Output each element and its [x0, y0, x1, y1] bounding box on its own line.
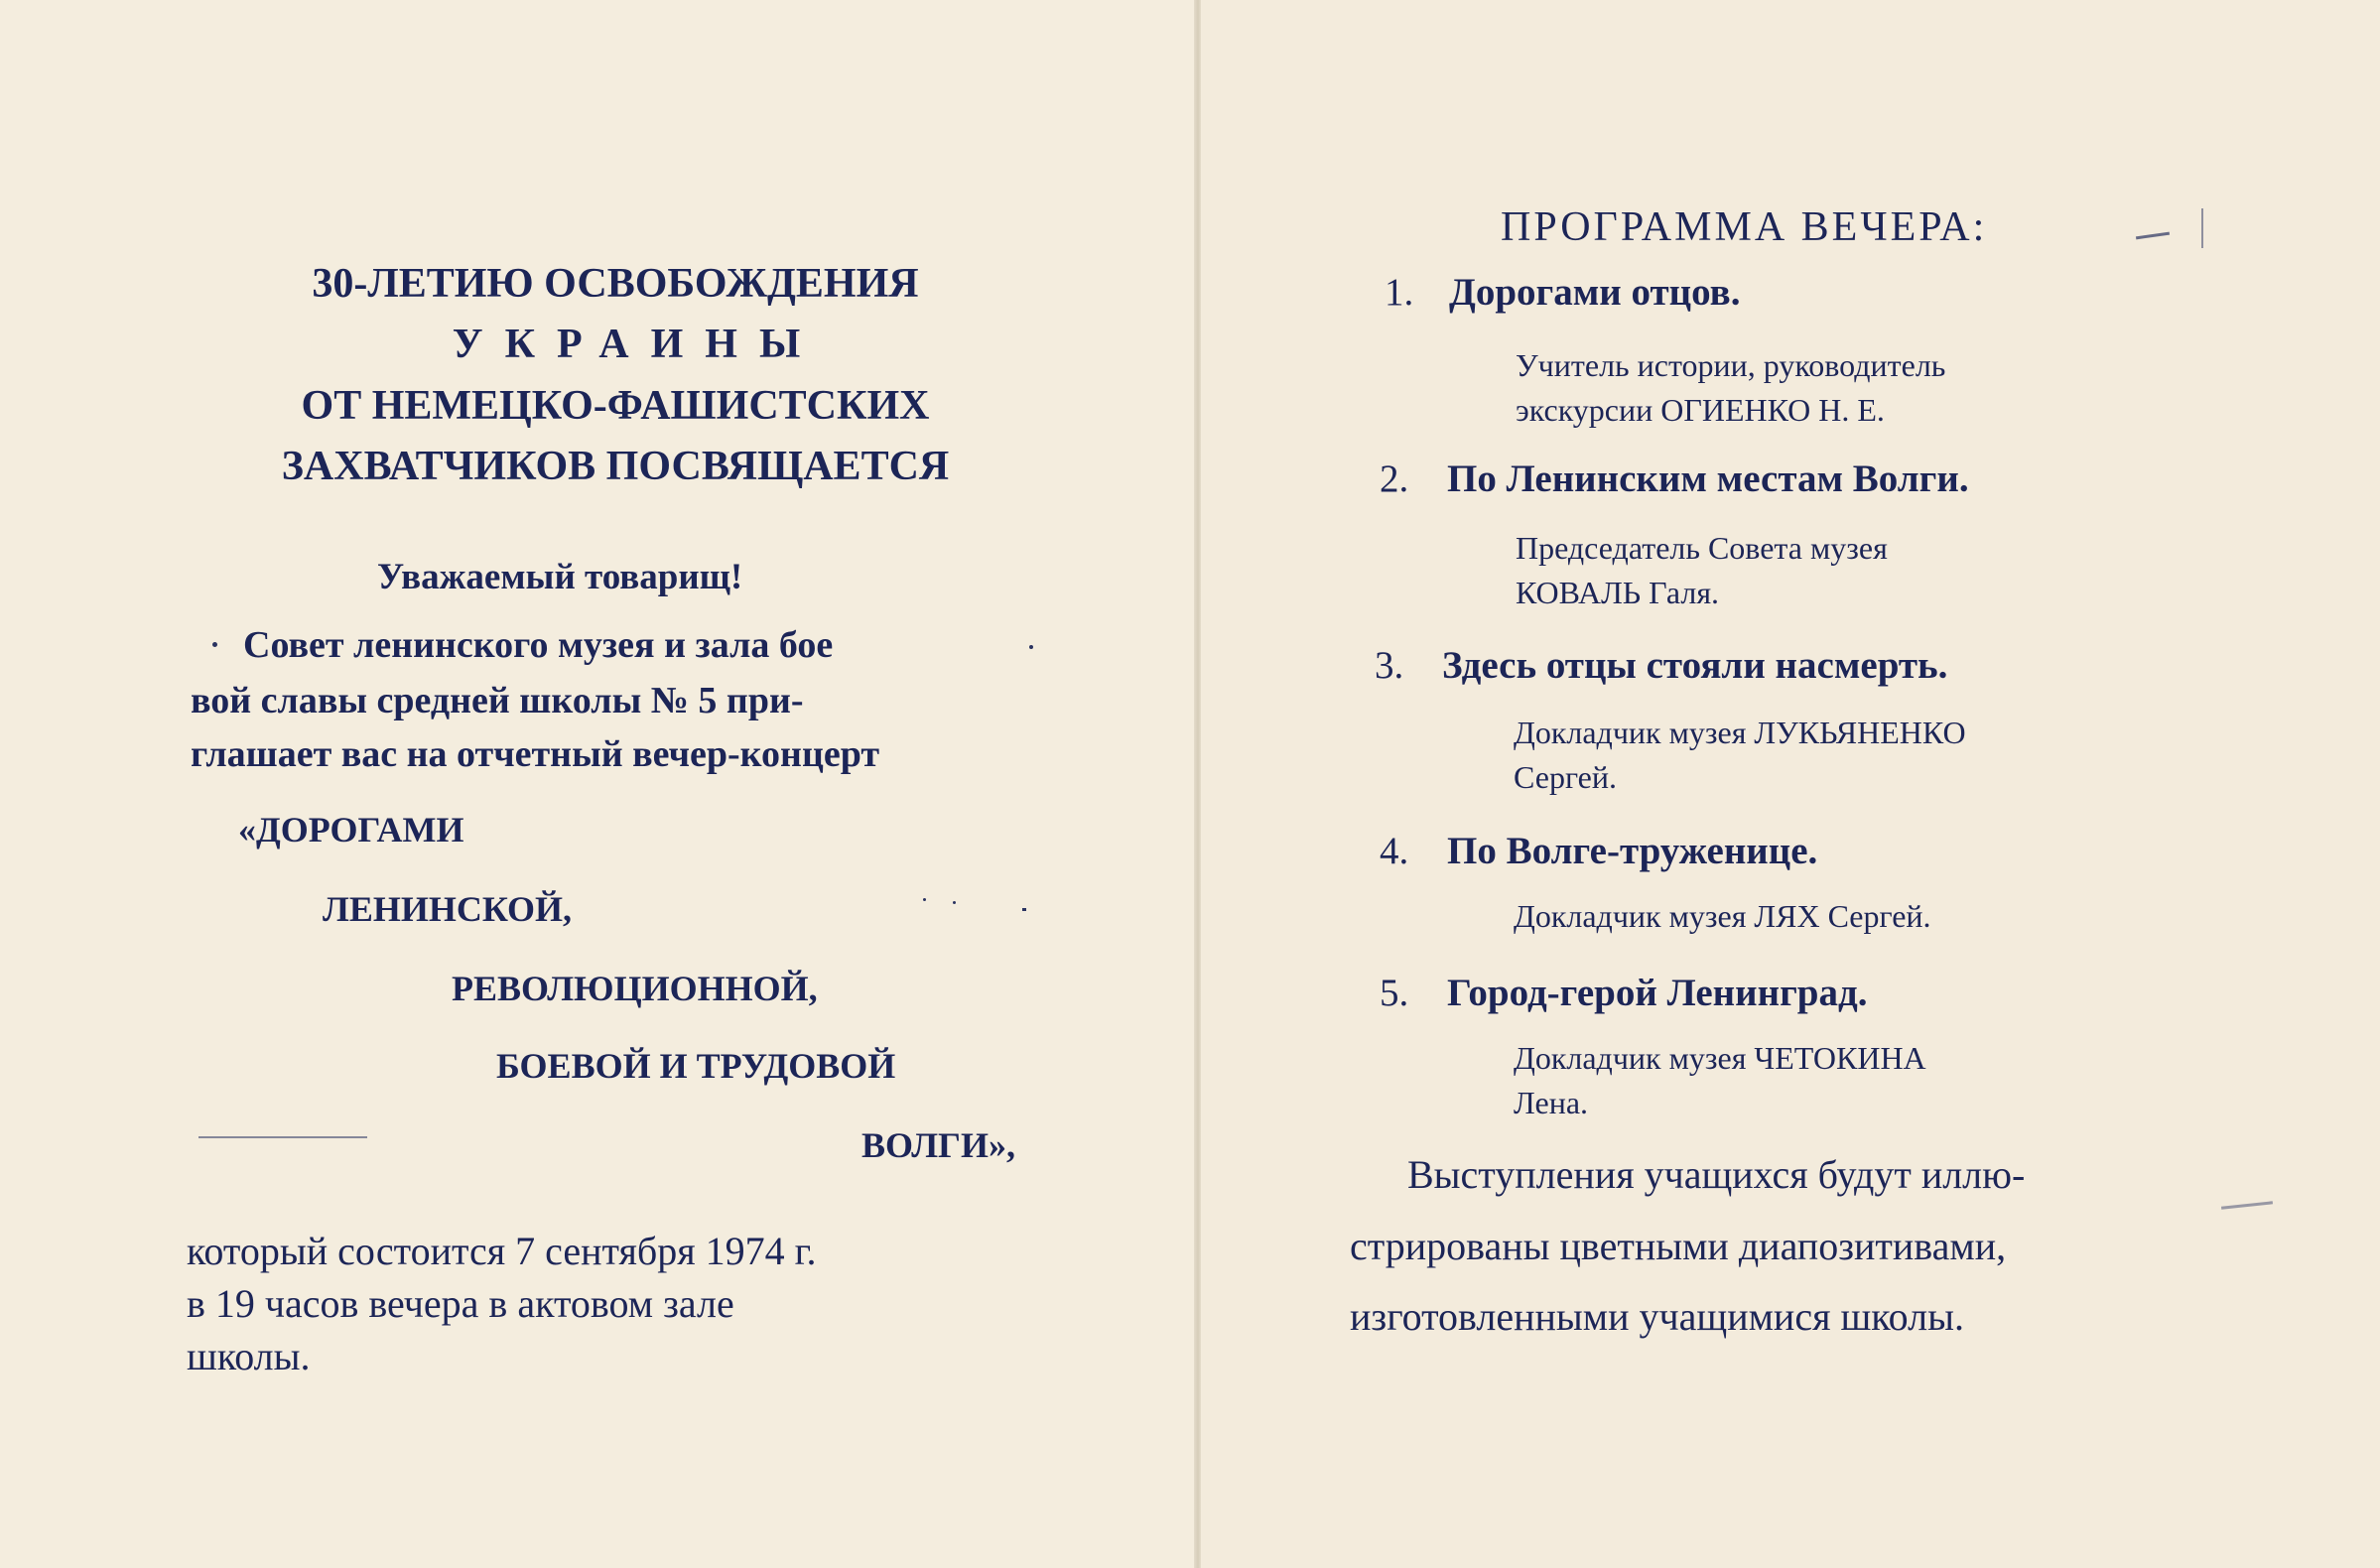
faint-rule	[198, 1136, 367, 1138]
concert-title-line-2: ЛЕНИНСКОЙ,	[323, 889, 573, 929]
ink-speck	[1022, 908, 1026, 911]
body-line-2: вой славы средней школы № 5 при-	[191, 680, 804, 721]
program-item-1-desc-1-text: Учитель истории, руководитель	[1516, 347, 1946, 383]
program-item-5-title: Город-герой Ленинград.	[1447, 972, 1868, 1014]
program-item-1-desc-1	[1516, 347, 2161, 384]
concert-title-line-5: ВОЛГИ»,	[861, 1125, 1015, 1165]
program-item-4-title: По Волге-труженице.	[1447, 830, 1818, 872]
concert-title-line-4: БОЕВОЙ И ТРУДОВОЙ	[496, 1046, 896, 1086]
ink-scratch	[2201, 208, 2203, 248]
dedication-line-4: ЗАХВАТЧИКОВ ПОСВЯЩАЕТСЯ	[281, 444, 950, 489]
ink-speck	[923, 898, 926, 901]
greeting: Уважаемый товарищ!	[377, 557, 743, 597]
program-item-3-desc-2: Сергей.	[1514, 759, 1617, 795]
footer-line-2: в 19 часов вечера в актовом зале	[187, 1281, 734, 1326]
program-item-3-desc-1: Докладчик музея ЛУКЬЯНЕНКО	[1514, 715, 1966, 750]
program-item-4-number: 4.	[1380, 830, 1409, 872]
program-item-2-title: По Ленинским местам Волги.	[1447, 457, 1969, 500]
program-item-2-desc-2: КОВАЛЬ Галя.	[1516, 575, 1720, 610]
ink-speck	[212, 642, 217, 647]
program-item-1-number: 1.	[1385, 271, 1414, 314]
footer-line-1: который состоится 7 сентября 1974 г.	[187, 1229, 817, 1273]
concert-title-line-1: «ДОРОГАМИ	[238, 810, 464, 849]
program-item-4-desc-1: Докладчик музея ЛЯХ Сергей.	[1514, 898, 1931, 934]
program-item-5-desc-2: Лена.	[1514, 1085, 1589, 1120]
body-line-1-text: Совет ленинского музея и зала бое	[243, 624, 834, 666]
footer-line-3: школы.	[187, 1334, 311, 1378]
program-item-1-title: Дорогами отцов.	[1449, 271, 1741, 314]
ink-speck	[1029, 645, 1033, 649]
program-item-5-desc-1: Докладчик музея ЧЕТОКИНА	[1514, 1040, 1926, 1076]
program-item-1-desc-2: экскурсии ОГИЕНКО Н. Е.	[1516, 392, 1885, 428]
program-item-2-desc-1: Председатель Совета музея	[1516, 530, 1888, 566]
program-item-2-number: 2.	[1380, 457, 1409, 500]
program-item-3-number: 3.	[1375, 644, 1404, 687]
closing-line-2: стрированы цветными диапозитивами,	[1350, 1224, 2007, 1268]
program-item-5-number: 5.	[1380, 972, 1409, 1014]
program-item-3-title: Здесь отцы стояли насмерть.	[1442, 644, 1948, 687]
body-line-1	[243, 623, 1037, 667]
dedication-line-1: 30-ЛЕТИЮ ОСВОБОЖДЕНИЯ	[312, 261, 919, 307]
body-line-3: глашает вас на отчетный вечер-концерт	[191, 733, 880, 775]
ink-speck	[953, 901, 956, 904]
closing-line-1: Выступления учащихся будут иллю-	[1407, 1152, 2026, 1197]
dedication-line-3: ОТ НЕМЕЦКО-ФАШИСТСКИХ	[301, 383, 930, 429]
dedication-line-2: УКРАИНЫ	[452, 322, 823, 367]
concert-title-line-3: РЕВОЛЮЦИОННОЙ,	[452, 969, 818, 1008]
closing-line-3: изготовленными учащимися школы.	[1350, 1294, 1964, 1339]
program-title: ПРОГРАММА ВЕЧЕРА:	[1501, 204, 1988, 250]
